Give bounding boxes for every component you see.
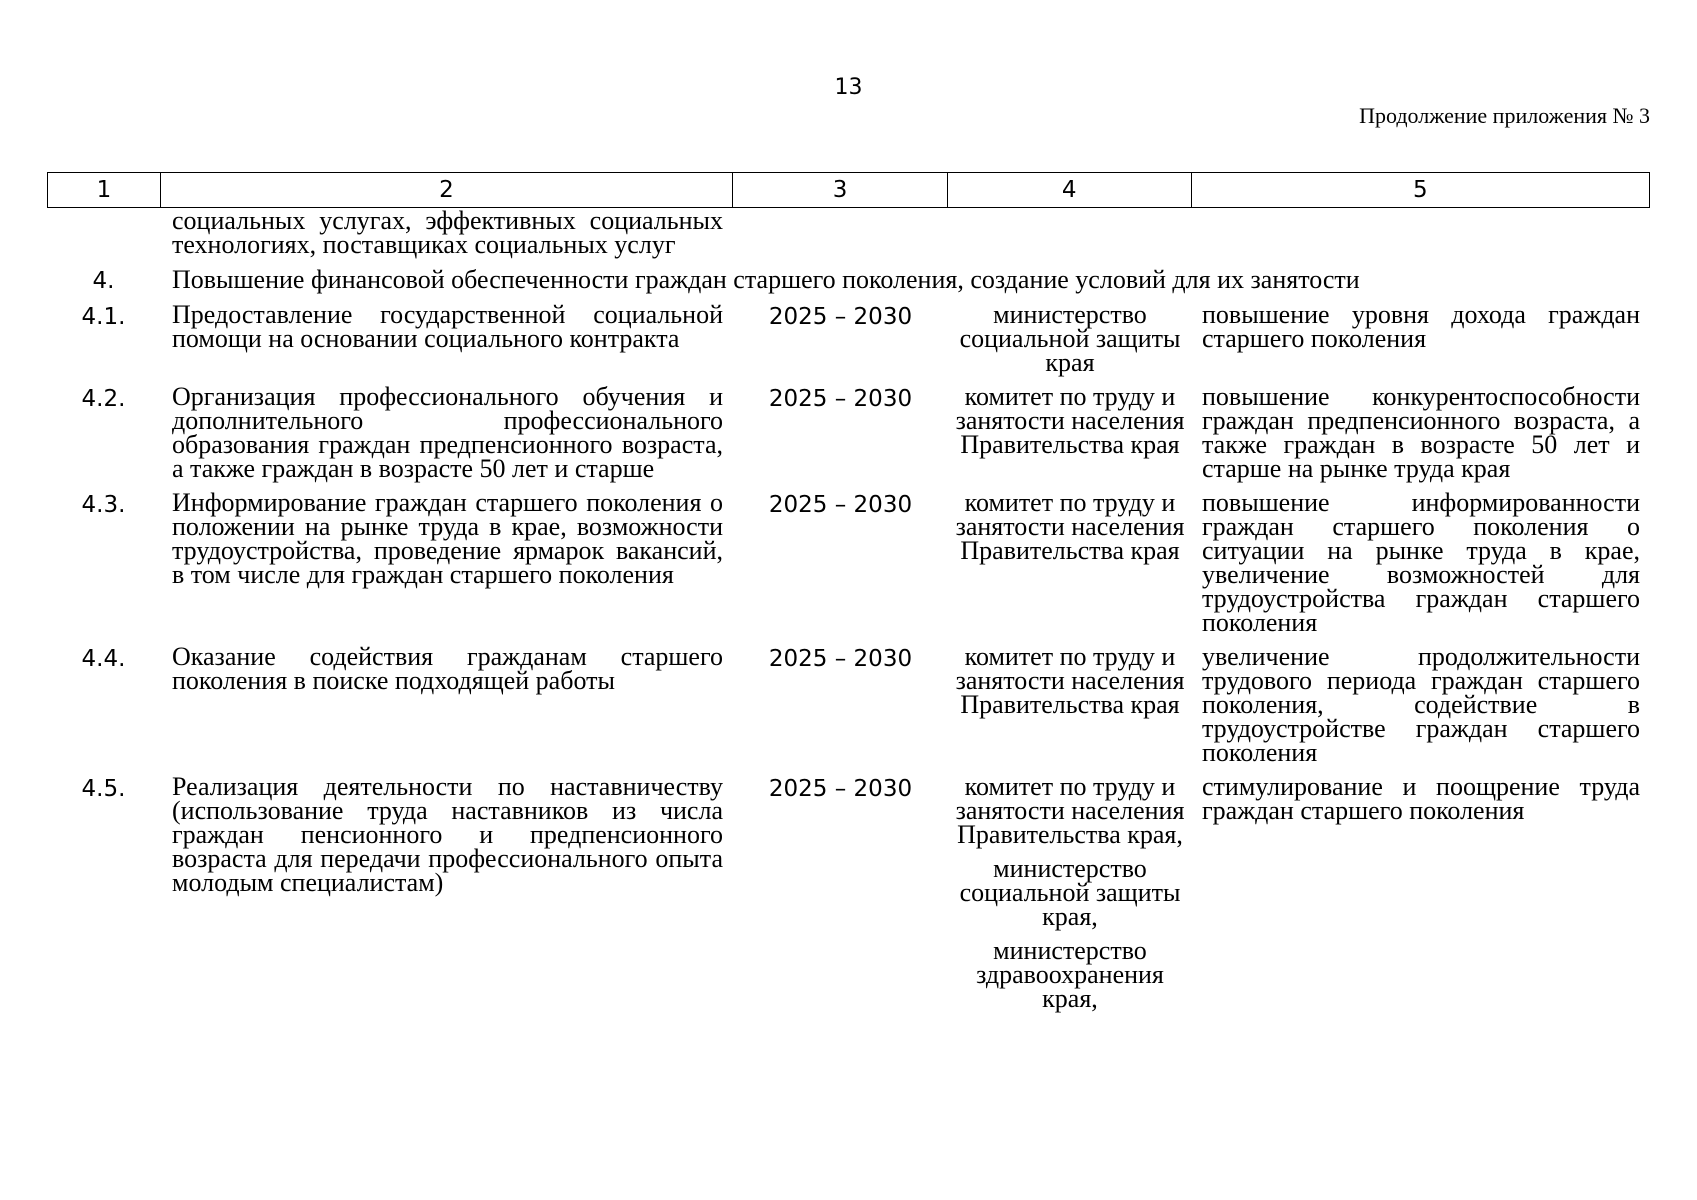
row-action: Реализация деятельности по наставничеству (использование труда наставников из числа граждан пенсионного и предпенсионного возраста для передачи профессионального опыта молодым специалистам)	[172, 772, 723, 897]
row-result: повышение информированности граждан старшего поколения о ситуации на рынке труда в крае, увеличение возможностей для трудоустройства граждан старшего поколения	[1202, 488, 1640, 637]
column-header-2: 2	[161, 173, 733, 207]
executor: министерство здравоохранения края,	[976, 936, 1164, 1013]
appendix-note: Продолжение приложения № 3	[1359, 103, 1650, 128]
row-number: 4.4.	[81, 646, 126, 672]
section-title: Повышение финансовой обеспеченности граждан старшего поколения, создание условий для их занятости	[172, 265, 1360, 294]
column-header-3: 3	[733, 173, 948, 207]
column-header-1: 1	[48, 173, 161, 207]
row-executors	[948, 488, 1192, 635]
row-action: Организация профессионального обучения и дополнительного профессионального образования граждан предпенсионного возраста, а также граждан в возрасте 50 лет и старше	[172, 382, 723, 483]
table-row	[47, 488, 1650, 637]
executor: комитет по труду и занятости населения Правительства края	[955, 488, 1185, 565]
table-row	[47, 382, 1650, 483]
row-result: повышение конкурентоспособности граждан предпенсионного возраста, а также граждан в возрасте 50 лет и старше на рынке труда края	[1202, 382, 1640, 483]
row-executors	[948, 300, 1192, 377]
executor: комитет по труду и занятости населения Правительства края	[955, 642, 1185, 719]
row-result: стимулирование и поощрение труда граждан старшего поколения	[1202, 772, 1640, 825]
continuation-row	[47, 206, 1650, 259]
row-number: 4.1.	[81, 304, 126, 330]
table-row	[47, 772, 1650, 1013]
table-body	[47, 206, 1650, 1021]
executor: министерство социальной защиты края,	[959, 854, 1181, 931]
row-period: 2025 – 2030	[768, 304, 913, 330]
column-header-4: 4	[948, 173, 1192, 207]
table-row	[47, 300, 1650, 377]
section-row	[47, 267, 1650, 293]
row-number: 4.3.	[81, 492, 126, 518]
row-number: 4.5.	[81, 776, 126, 802]
section-number: 4.	[92, 268, 115, 294]
continuation-text: социальных услугах, эффективных социальных технологиях, поставщиках социальных услуг	[172, 206, 723, 259]
row-executors	[948, 382, 1192, 481]
row-period: 2025 – 2030	[768, 646, 913, 672]
row-action: Информирование граждан старшего поколения о положении на рынке труда в крае, возможности трудоустройства, проведение ярмарок вакансий, в том числе для граждан старшего поколения	[172, 488, 723, 589]
row-number: 4.2.	[81, 386, 126, 412]
table-header-row	[47, 172, 1650, 208]
row-action: Предоставление государственной социальной помощи на основании социального контракта	[172, 300, 723, 353]
executor: комитет по труду и занятости населения Правительства края,	[955, 772, 1185, 849]
page-number: 13	[834, 75, 863, 100]
row-period: 2025 – 2030	[768, 492, 913, 518]
executor: министерство социальной защиты края	[959, 300, 1181, 377]
column-header-5: 5	[1412, 177, 1428, 203]
row-period: 2025 – 2030	[768, 776, 913, 802]
row-result: повышение уровня дохода граждан старшего поколения	[1202, 300, 1640, 353]
row-executors	[948, 772, 1192, 1013]
row-executors	[948, 642, 1192, 765]
row-action: Оказание содействия гражданам старшего поколения в поиске подходящей работы	[172, 642, 723, 695]
row-result: увеличение продолжительности трудового периода граждан старшего поколения, содействие в трудоустройстве граждан старшего поколения	[1202, 642, 1640, 767]
executor: комитет по труду и занятости населения Правительства края	[955, 382, 1185, 459]
table-row	[47, 642, 1650, 767]
row-period: 2025 – 2030	[768, 386, 913, 412]
